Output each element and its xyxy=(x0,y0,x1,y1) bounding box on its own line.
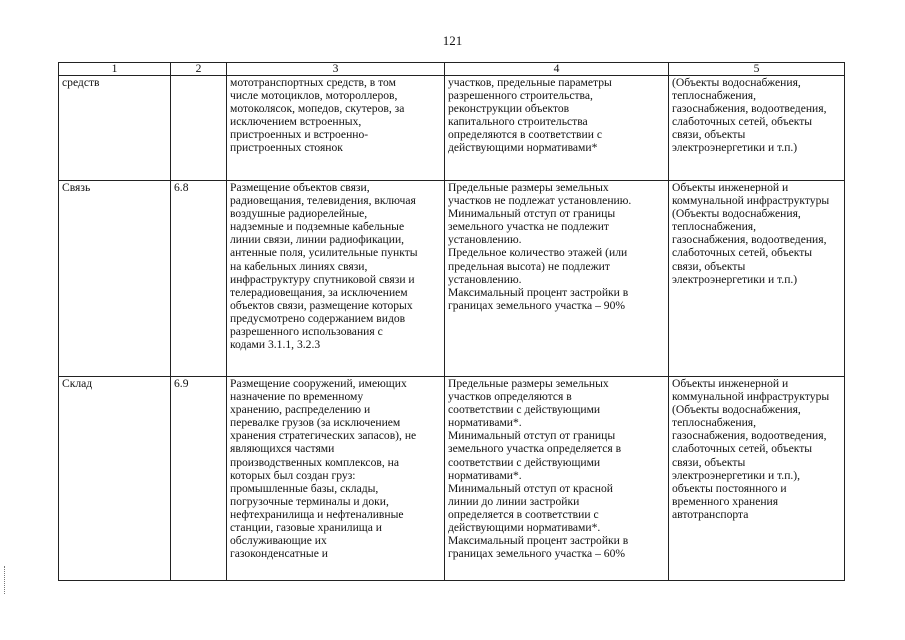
building-parameters-text: участков, предельные параметры разрешенного строительства, реконструкции объектов капитального строительства определяются в соответствии с действующими нормативами* xyxy=(448,76,612,155)
auxiliary-uses xyxy=(669,76,845,181)
use-type-description xyxy=(227,76,445,181)
use-type-description xyxy=(227,377,445,581)
building-parameters xyxy=(445,377,669,581)
building-parameters-text: Предельные размеры земельных участков определяются в соответствии с действующими нормативами*. Минимальный отступ от границы земельного участка определяется в соответствии с действующими нормативами*. Минимальный отступ от красной линии до линии застройки определяется в соответствии с действующими нормативами*. Максимальный процент застройки в границах земельного участка – 60% xyxy=(448,377,629,561)
page-number: 121 xyxy=(442,33,463,48)
header-row xyxy=(59,63,845,76)
use-type-name xyxy=(59,181,171,377)
use-type-code xyxy=(171,377,227,581)
column-header-2: 2 xyxy=(171,63,227,76)
use-type-name xyxy=(59,76,171,181)
table-row xyxy=(59,76,845,181)
use-type-description-text: Размещение сооружений, имеющих назначение по временному хранению, распределению и перевалке грузов (за исключением хранения стратегических запасов), не являющихся частями производственных комплексов, на которых был создан груз: промышленные базы, склады, погрузочные терминалы и доки, нефтехранилища и нефтеналивные станции, газовые хранилища и обслуживающие их газоконденсатные и xyxy=(230,377,417,561)
use-type-code xyxy=(171,76,227,181)
use-type-name xyxy=(59,377,171,581)
use-type-description xyxy=(227,181,445,377)
auxiliary-uses-text: Объекты инженерной и коммунальной инфраструктуры (Объекты водоснабжения, теплоснабжения, газоснабжения, водоотведения, слаботочных сетей, объекты связи, объекты электроэнергетики и т.п.) xyxy=(672,181,830,286)
use-type-name-text: Склад xyxy=(62,377,93,390)
auxiliary-uses-text: Объекты инженерной и коммунальной инфраструктуры (Объекты водоснабжения, теплоснабжения, газоснабжения, водоотведения, слаботочных сетей, объекты связи, объекты электроэнергетики и т.п.), объекты постоянного и временного хранения автотранспорта xyxy=(672,377,830,521)
column-header-1: 1 xyxy=(59,63,171,76)
building-parameters-text: Предельные размеры земельных участков не подлежат установлению. Минимальный отступ от границы земельного участка не подлежит установлению. Предельное количество этажей (или предельная высота) не подлежит установлению. Максимальный процент застройки в границах земельного участка – 90% xyxy=(448,181,632,312)
use-type-code-text: 6.9 xyxy=(174,377,189,390)
column-header-5: 5 xyxy=(669,63,845,76)
use-type-code xyxy=(171,181,227,377)
column-header-3: 3 xyxy=(227,63,445,76)
use-type-description-text: Размещение объектов связи, радиовещания, телевидения, включая воздушные радиорелейные, надземные и подземные кабельные линии связи, линии радиофикации, антенные поля, усилительные пункты на кабельных линиях связи, инфраструктуру спутниковой связи и телерадиовещания, за исключением объектов связи, размещение которых предусмотрено содержанием видов разрешенного использования с кодами 3.1.1, 3.2.3 xyxy=(230,181,418,352)
auxiliary-uses-text: (Объекты водоснабжения, теплоснабжения, газоснабжения, водоотведения, слаботочных сетей, объекты связи, объекты электроэнергетики и т.п.) xyxy=(672,76,827,155)
use-type-description-text: мототранспортных средств, в том числе мотоциклов, мотороллеров, мотоколясок, мопедов, скутеров, за исключением встроенных, пристроенных и встроенно- пристроенных стоянок xyxy=(230,76,405,155)
use-type-name-text: средств xyxy=(62,76,100,89)
building-parameters xyxy=(445,181,669,377)
table-row xyxy=(59,181,845,377)
building-parameters xyxy=(445,76,669,181)
use-type-name-text: Связь xyxy=(62,181,91,194)
scan-margin-mark xyxy=(4,566,9,594)
auxiliary-uses xyxy=(669,377,845,581)
land-use-table xyxy=(58,62,845,581)
column-header-4: 4 xyxy=(445,63,669,76)
table-row xyxy=(59,377,845,581)
use-type-code-text: 6.8 xyxy=(174,181,189,194)
auxiliary-uses xyxy=(669,181,845,377)
